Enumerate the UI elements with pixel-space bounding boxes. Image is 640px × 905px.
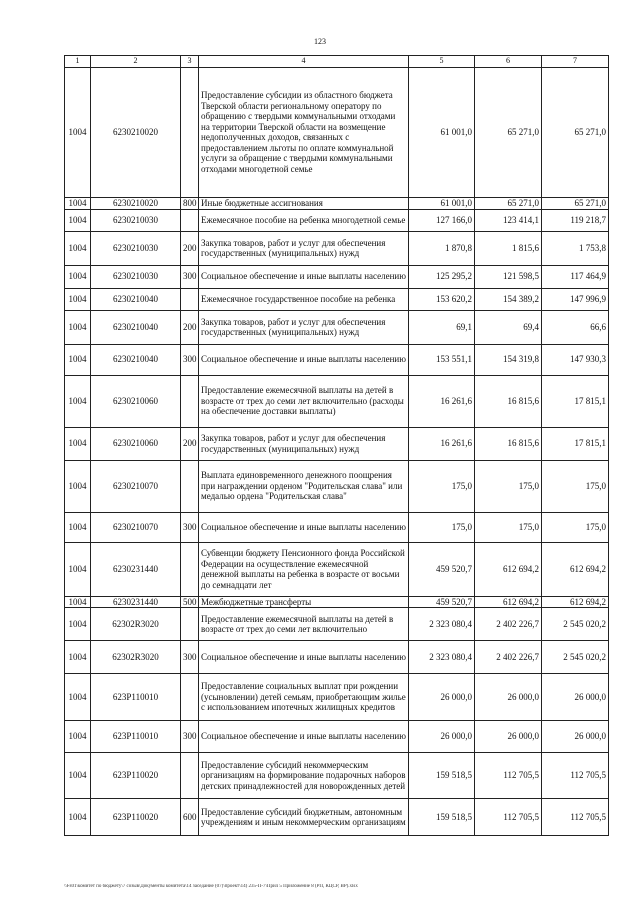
cell-c6: 175,0	[475, 460, 542, 512]
cell-c2: 6230210060	[91, 427, 181, 460]
cell-c7: 2 545 020,2	[542, 608, 609, 641]
table-row	[65, 427, 609, 460]
cell-c2: 62302R3020	[91, 641, 181, 674]
cell-c4: Закупка товаров, работ и услуг для обеспечения государственных (муниципальных) нужд	[199, 231, 409, 265]
cell-c6: 2 402 226,7	[475, 608, 542, 641]
table-row	[65, 375, 609, 427]
cell-c5: 459 520,7	[409, 542, 475, 596]
cell-c5: 26 000,0	[409, 674, 475, 721]
table-row	[65, 67, 609, 197]
cell-c3: 200	[181, 427, 199, 460]
cell-c6: 16 815,6	[475, 427, 542, 460]
cell-c4: Социальное обеспечение и иные выплаты населению	[199, 721, 409, 753]
cell-c3: 300	[181, 721, 199, 753]
cell-c7: 175,0	[542, 512, 609, 542]
cell-c6: 65 271,0	[475, 67, 542, 197]
cell-c5: 61 001,0	[409, 197, 475, 209]
cell-c7: 175,0	[542, 460, 609, 512]
table-row	[65, 753, 609, 799]
cell-c5: 125 295,2	[409, 265, 475, 288]
cell-c5: 2 323 080,4	[409, 641, 475, 674]
cell-c2: 6230210040	[91, 288, 181, 310]
cell-c7: 612 694,2	[542, 542, 609, 596]
file-path-footer: \\Fs01\комитет по бюджету\7 созыв\Документы комитета\14 заседание (07)\проект\14) 235-П-7\Прил 5 Приложение 8 (РП, КЦСР, ВР).xlsx	[64, 884, 358, 889]
cell-c3	[181, 674, 199, 721]
cell-c2: 6230231440	[91, 542, 181, 596]
cell-c2: 62302R3020	[91, 608, 181, 641]
cell-c1: 1004	[65, 674, 91, 721]
cell-c4: Субвенции бюджету Пенсионного фонда Российской Федерации на осуществление ежемесячной денежной выплаты на ребенка в возрасте от восьми до семнадцати лет	[199, 542, 409, 596]
cell-c7: 112 705,5	[542, 753, 609, 799]
cell-c6: 2 402 226,7	[475, 641, 542, 674]
cell-c6: 112 705,5	[475, 799, 542, 836]
cell-c6: 154 319,8	[475, 344, 542, 375]
cell-c6: 26 000,0	[475, 721, 542, 753]
cell-c4: Предоставление ежемесячной выплаты на детей в возрасте от трех до семи лет включительно (расходы на обеспечение доставки выплаты)	[199, 375, 409, 427]
table-body	[65, 67, 609, 836]
cell-c2: 6230210040	[91, 344, 181, 375]
cell-c1: 1004	[65, 641, 91, 674]
cell-c1: 1004	[65, 209, 91, 231]
cell-c4: Закупка товаров, работ и услуг для обеспечения государственных (муниципальных) нужд	[199, 310, 409, 344]
budget-table	[64, 55, 609, 836]
cell-c7: 17 815,1	[542, 427, 609, 460]
cell-c5: 175,0	[409, 512, 475, 542]
cell-c1: 1004	[65, 542, 91, 596]
cell-c3	[181, 209, 199, 231]
table-row	[65, 512, 609, 542]
cell-c4: Социальное обеспечение и иные выплаты населению	[199, 344, 409, 375]
cell-c1: 1004	[65, 799, 91, 836]
cell-c1: 1004	[65, 460, 91, 512]
cell-c4: Иные бюджетные ассигнования	[199, 197, 409, 209]
cell-c3	[181, 542, 199, 596]
cell-c5: 127 166,0	[409, 209, 475, 231]
cell-c7: 65 271,0	[542, 197, 609, 209]
cell-c7: 66,6	[542, 310, 609, 344]
cell-c2: 623P110010	[91, 674, 181, 721]
cell-c3: 300	[181, 265, 199, 288]
cell-c6: 175,0	[475, 512, 542, 542]
cell-c1: 1004	[65, 67, 91, 197]
table-row	[65, 265, 609, 288]
cell-c4: Закупка товаров, работ и услуг для обеспечения государственных (муниципальных) нужд	[199, 427, 409, 460]
table-row	[65, 596, 609, 608]
table-row	[65, 209, 609, 231]
cell-c6: 154 389,2	[475, 288, 542, 310]
cell-c6: 121 598,5	[475, 265, 542, 288]
column-header: 5	[409, 56, 475, 68]
table-row	[65, 231, 609, 265]
cell-c5: 159 518,5	[409, 799, 475, 836]
column-header: 7	[542, 56, 609, 68]
cell-c1: 1004	[65, 344, 91, 375]
cell-c7: 65 271,0	[542, 67, 609, 197]
cell-c3: 800	[181, 197, 199, 209]
cell-c7: 147 930,3	[542, 344, 609, 375]
table-row	[65, 641, 609, 674]
cell-c1: 1004	[65, 596, 91, 608]
cell-c7: 26 000,0	[542, 721, 609, 753]
table-row	[65, 608, 609, 641]
cell-c3	[181, 753, 199, 799]
cell-c5: 159 518,5	[409, 753, 475, 799]
cell-c1: 1004	[65, 512, 91, 542]
table-row	[65, 674, 609, 721]
cell-c6: 69,4	[475, 310, 542, 344]
cell-c7: 147 996,9	[542, 288, 609, 310]
cell-c4: Социальное обеспечение и иные выплаты населению	[199, 512, 409, 542]
cell-c7: 612 694,2	[542, 596, 609, 608]
cell-c2: 623P110010	[91, 721, 181, 753]
cell-c2: 6230210030	[91, 265, 181, 288]
cell-c7: 117 464,9	[542, 265, 609, 288]
column-header: 4	[199, 56, 409, 68]
cell-c2: 6230210020	[91, 197, 181, 209]
cell-c1: 1004	[65, 427, 91, 460]
column-header: 3	[181, 56, 199, 68]
cell-c3: 500	[181, 596, 199, 608]
cell-c3: 300	[181, 641, 199, 674]
column-number-row	[65, 56, 609, 68]
table-row	[65, 542, 609, 596]
cell-c6: 123 414,1	[475, 209, 542, 231]
cell-c1: 1004	[65, 288, 91, 310]
cell-c3	[181, 67, 199, 197]
cell-c6: 612 694,2	[475, 596, 542, 608]
cell-c2: 623P110020	[91, 753, 181, 799]
cell-c2: 6230210040	[91, 310, 181, 344]
cell-c5: 2 323 080,4	[409, 608, 475, 641]
cell-c3	[181, 288, 199, 310]
cell-c5: 61 001,0	[409, 67, 475, 197]
cell-c4: Межбюджетные трансферты	[199, 596, 409, 608]
table-row	[65, 310, 609, 344]
cell-c5: 26 000,0	[409, 721, 475, 753]
cell-c6: 26 000,0	[475, 674, 542, 721]
cell-c2: 6230210070	[91, 460, 181, 512]
cell-c4: Предоставление ежемесячной выплаты на детей в возрасте от трех до семи лет включительно	[199, 608, 409, 641]
cell-c4: Ежемесячное пособие на ребенка многодетной семье	[199, 209, 409, 231]
cell-c2: 6230210070	[91, 512, 181, 542]
table-row	[65, 799, 609, 836]
cell-c7: 2 545 020,2	[542, 641, 609, 674]
cell-c6: 16 815,6	[475, 375, 542, 427]
cell-c4: Выплата единовременного денежного поощрения при награждении орденом "Родительская слава" или медалью ордена "Родительская слава"	[199, 460, 409, 512]
cell-c3: 200	[181, 310, 199, 344]
cell-c3	[181, 375, 199, 427]
table-row	[65, 460, 609, 512]
cell-c5: 16 261,6	[409, 375, 475, 427]
cell-c7: 1 753,8	[542, 231, 609, 265]
cell-c4: Социальное обеспечение и иные выплаты населению	[199, 641, 409, 674]
cell-c7: 17 815,1	[542, 375, 609, 427]
cell-c5: 16 261,6	[409, 427, 475, 460]
cell-c2: 6230231440	[91, 596, 181, 608]
cell-c1: 1004	[65, 310, 91, 344]
cell-c2: 6230210060	[91, 375, 181, 427]
cell-c2: 6230210030	[91, 209, 181, 231]
table-row	[65, 721, 609, 753]
cell-c4: Предоставление социальных выплат при рождении (усыновлении) детей семьям, приобретающим жилье с использованием ипотечных жилищных кредитов	[199, 674, 409, 721]
column-header: 1	[65, 56, 91, 68]
cell-c5: 175,0	[409, 460, 475, 512]
cell-c2: 6230210020	[91, 67, 181, 197]
cell-c2: 623P110020	[91, 799, 181, 836]
cell-c1: 1004	[65, 197, 91, 209]
cell-c1: 1004	[65, 375, 91, 427]
cell-c4: Предоставление субсидии из областного бюджета Тверской области региональному оператору по обращению с твердыми коммунальными отходами на территории Тверской области на возмещение недополученных доходов, связанных с предоставлением льготы по оплате коммунальной услуги за обращение с твердыми коммунальными отходами многодетной семье	[199, 67, 409, 197]
cell-c5: 459 520,7	[409, 596, 475, 608]
cell-c1: 1004	[65, 231, 91, 265]
cell-c3: 300	[181, 344, 199, 375]
cell-c3	[181, 608, 199, 641]
cell-c3: 300	[181, 512, 199, 542]
cell-c1: 1004	[65, 608, 91, 641]
cell-c6: 112 705,5	[475, 753, 542, 799]
cell-c4: Ежемесячное государственное пособие на ребенка	[199, 288, 409, 310]
cell-c7: 112 705,5	[542, 799, 609, 836]
table-row	[65, 344, 609, 375]
cell-c5: 1 870,8	[409, 231, 475, 265]
cell-c5: 153 620,2	[409, 288, 475, 310]
cell-c6: 612 694,2	[475, 542, 542, 596]
column-header: 2	[91, 56, 181, 68]
table-row	[65, 197, 609, 209]
cell-c7: 119 218,7	[542, 209, 609, 231]
cell-c5: 69,1	[409, 310, 475, 344]
table-row	[65, 288, 609, 310]
cell-c3	[181, 460, 199, 512]
cell-c2: 6230210030	[91, 231, 181, 265]
cell-c3: 600	[181, 799, 199, 836]
cell-c1: 1004	[65, 721, 91, 753]
cell-c4: Социальное обеспечение и иные выплаты населению	[199, 265, 409, 288]
cell-c1: 1004	[65, 265, 91, 288]
cell-c1: 1004	[65, 753, 91, 799]
cell-c3: 200	[181, 231, 199, 265]
cell-c4: Предоставление субсидий некоммерческим организациям на формирование подарочных наборов детских принадлежностей для новорожденных детей	[199, 753, 409, 799]
cell-c5: 153 551,1	[409, 344, 475, 375]
cell-c7: 26 000,0	[542, 674, 609, 721]
page-number: 123	[314, 37, 326, 46]
column-header: 6	[475, 56, 542, 68]
cell-c6: 1 815,6	[475, 231, 542, 265]
cell-c6: 65 271,0	[475, 197, 542, 209]
cell-c4: Предоставление субсидий бюджетным, автономным учреждениям и иным некоммерческим организациям	[199, 799, 409, 836]
